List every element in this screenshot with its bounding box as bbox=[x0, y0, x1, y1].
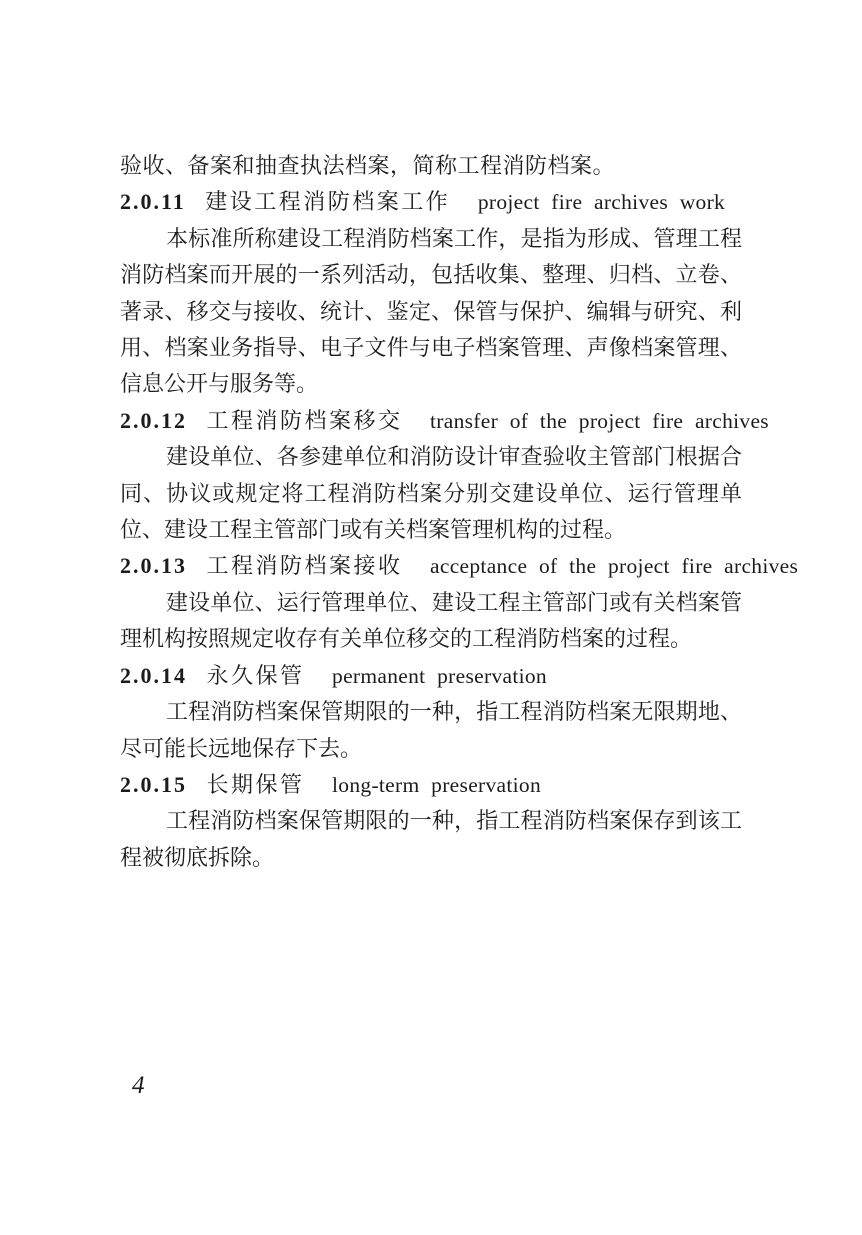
term-definition: 建设单位、运行管理单位、建设工程主管部门或有关档案管理机构按照规定收存有关单位移交的工程消防档案的过程。 bbox=[120, 589, 742, 652]
term-entry bbox=[120, 658, 742, 767]
term-english: project fire archives work bbox=[477, 190, 726, 215]
clause-number: 2.0.15 bbox=[120, 771, 187, 797]
term-heading bbox=[120, 184, 742, 220]
term-entry bbox=[120, 184, 742, 402]
page-content bbox=[120, 148, 799, 876]
term-entry bbox=[120, 548, 799, 657]
clause-number: 2.0.11 bbox=[120, 189, 186, 215]
term-english: long-term preservation bbox=[332, 772, 542, 797]
term-english: acceptance of the project fire archives bbox=[430, 554, 799, 579]
page-number: 4 bbox=[132, 1072, 145, 1099]
clause-number: 2.0.12 bbox=[120, 407, 187, 433]
term-chinese: 工程消防档案移交 bbox=[206, 407, 403, 433]
term-chinese: 建设工程消防档案工作 bbox=[205, 189, 451, 215]
clause-number: 2.0.14 bbox=[120, 662, 187, 688]
paragraph-continuation: 验收、备案和抽查执法档案，简称工程消防档案。 bbox=[120, 153, 616, 178]
term-heading bbox=[120, 403, 769, 439]
term-chinese: 永久保管 bbox=[206, 662, 305, 688]
term-chinese: 工程消防档案接收 bbox=[206, 553, 403, 579]
term-entry bbox=[120, 767, 742, 876]
term-heading bbox=[120, 548, 799, 584]
term-definition: 工程消防档案保管期限的一种，指工程消防档案无限期地、尽可能长远地保存下去。 bbox=[120, 699, 742, 761]
term-chinese: 长期保管 bbox=[206, 771, 305, 797]
term-heading bbox=[120, 767, 742, 803]
term-english: permanent preservation bbox=[332, 663, 547, 688]
term-english: transfer of the project fire archives bbox=[430, 408, 769, 433]
term-definition: 本标准所称建设工程消防档案工作，是指为形成、管理工程消防档案而开展的一系列活动，包括收集、整理、归档、立卷、著录、移交与接收、统计、鉴定、保管与保护、编辑与研究、利用、档案业务指导、电子文件与电子档案管理、声像档案管理、信息公开与服务等。 bbox=[120, 225, 742, 397]
term-definition: 工程消防档案保管期限的一种，指工程消防档案保存到该工程被彻底拆除。 bbox=[120, 808, 742, 870]
term-heading bbox=[120, 658, 742, 694]
term-definition: 建设单位、各参建单位和消防设计审查验收主管部门根据合同、协议或规定将工程消防档案分别交建设单位、运行管理单位、建设工程主管部门或有关档案管理机构的过程。 bbox=[120, 444, 742, 543]
clause-number: 2.0.13 bbox=[120, 553, 187, 579]
term-entry bbox=[120, 403, 769, 549]
